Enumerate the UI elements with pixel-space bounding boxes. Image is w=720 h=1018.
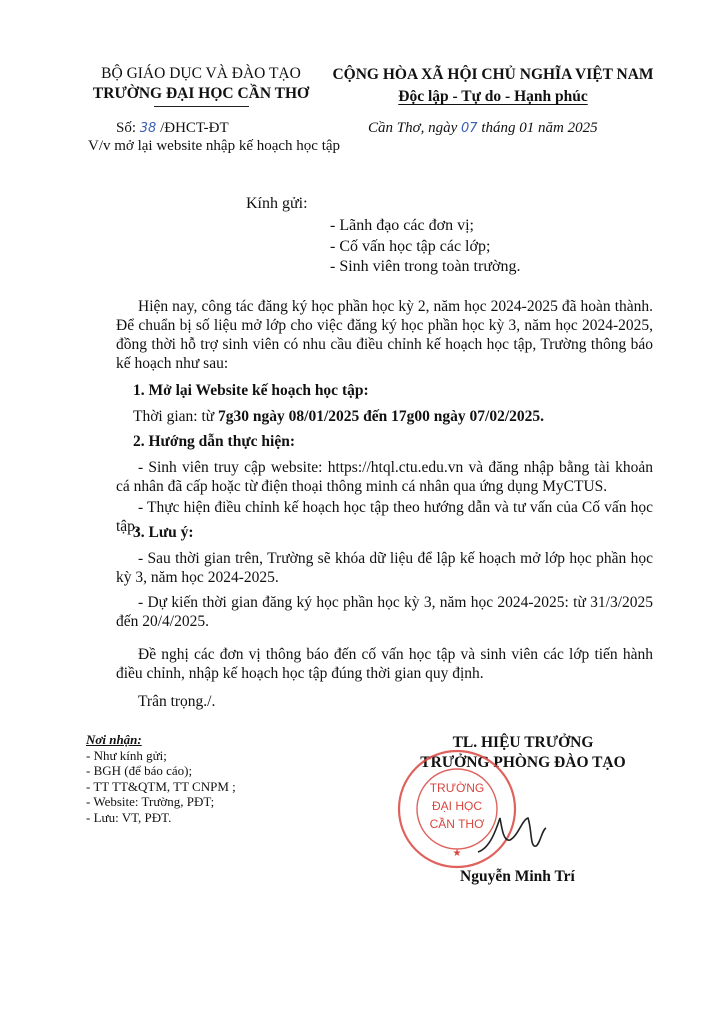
document-number-handwritten: 38 [139, 121, 157, 136]
seal-text-line: CẦN THƠ [429, 817, 485, 831]
section-1-time [133, 407, 653, 426]
date-prefix: Cần Thơ, ngày [368, 120, 458, 136]
distribution-item: - BGH (để báo cáo); [86, 763, 193, 778]
republic-name: CỘNG HÒA XÃ HỘI CHỦ NGHĨA VIỆT NAM [332, 66, 654, 83]
recipient-item: - Lãnh đạo các đơn vị; [330, 217, 474, 234]
distribution-list [86, 732, 236, 825]
section-3-title: 3. Lưu ý: [133, 524, 194, 541]
time-label: Thời gian: từ [133, 408, 219, 425]
section-2-step-1: - Sinh viên truy cập website: https://htql.ctu.edu.vn và đăng nhập bằng tài khoản cá nhân đã cấp hoặc từ điện thoại thông minh cá nhân qua ứng dụng MyCTUS. [116, 459, 653, 495]
recipient-item: - Sinh viên trong toàn trường. [330, 258, 521, 275]
header-rule [154, 106, 249, 107]
document-number [116, 120, 229, 137]
signer-position: TRƯỞNG PHÒNG ĐÀO TẠO [420, 754, 626, 771]
document-number-label: Số: [116, 120, 137, 136]
recipient-list [330, 216, 520, 278]
national-header [322, 64, 664, 108]
date-suffix: tháng 01 năm 2025 [481, 120, 598, 136]
section-1-title: 1. Mở lại Website kế hoạch học tập: [133, 382, 369, 399]
distribution-item: - Như kính gửi; [86, 747, 167, 763]
distribution-item: - TT TT&QTM, TT CNPM ; [86, 778, 236, 794]
distribution-item: - Website: Trường, PĐT; [86, 794, 215, 809]
handwritten-signature [470, 800, 560, 860]
ministry-name: BỘ GIÁO DỤC VÀ ĐÀO TẠO [101, 65, 301, 82]
recipient-item: - Cố vấn học tập các lớp; [330, 237, 491, 255]
distribution-item: - Lưu: VT, PĐT. [86, 809, 172, 825]
signer-name: Nguyễn Minh Trí [460, 868, 575, 885]
seal-text-line: ĐẠI HỌC [431, 799, 483, 813]
greeting: Kính gửi: [246, 195, 308, 212]
section-2-title: 2. Hướng dẫn thực hiện: [133, 433, 295, 450]
closing-paragraph: Đề nghị các đơn vị thông báo đến cố vấn học tập và sinh viên các lớp tiến hành điều chỉnh, nhập kế hoạch học tập đúng thời gian quy định. [116, 646, 653, 682]
document-subject: V/v mở lại website nhập kế hoạch học tập [88, 138, 341, 154]
distribution-title: Nơi nhận: [86, 732, 142, 747]
document-date [368, 120, 598, 137]
regards: Trân trọng./. [138, 693, 216, 710]
seal-text-line: TRƯỜNG [429, 781, 485, 795]
document-number-code: /ĐHCT-ĐT [160, 120, 229, 136]
date-day-handwritten: 07 [461, 121, 478, 136]
signer-authority: TL. HIỆU TRƯỞNG [452, 734, 594, 751]
time-value: 7g30 ngày 08/01/2025 đến 17g00 ngày 07/02/2025. [218, 408, 545, 425]
intro-paragraph: Hiện nay, công tác đăng ký học phần học kỳ 2, năm học 2024-2025 đã hoàn thành. Để chuẩn bị số liệu mở lớp cho việc đăng ký học phần học kỳ 3, năm học 2024-2025, đồng thời hỗ trợ sinh viên có nhu cầu điều chỉnh kế hoạch học tập, Trường thông báo kế hoạch như sau: [116, 298, 653, 372]
issuer-block [86, 64, 316, 107]
section-2-step-2: - Thực hiện điều chỉnh kế hoạch học tập theo hướng dẫn và tư vấn của Cố vấn học tập. [116, 499, 653, 535]
seal-star-icon: ★ [452, 848, 462, 859]
section-3-note-2: - Dự kiến thời gian đăng ký học phần học kỳ 3, năm học 2024-2025: từ 31/3/2025 đến 20/4/2025. [116, 594, 653, 630]
section-3-note-1: - Sau thời gian trên, Trường sẽ khóa dữ liệu để lập kế hoạch mở lớp học phần học kỳ 3, năm học 2024-2025. [116, 550, 653, 586]
university-name: TRƯỜNG ĐẠI HỌC CẦN THƠ [92, 85, 310, 102]
national-motto: Độc lập - Tự do - Hạnh phúc [398, 88, 588, 105]
